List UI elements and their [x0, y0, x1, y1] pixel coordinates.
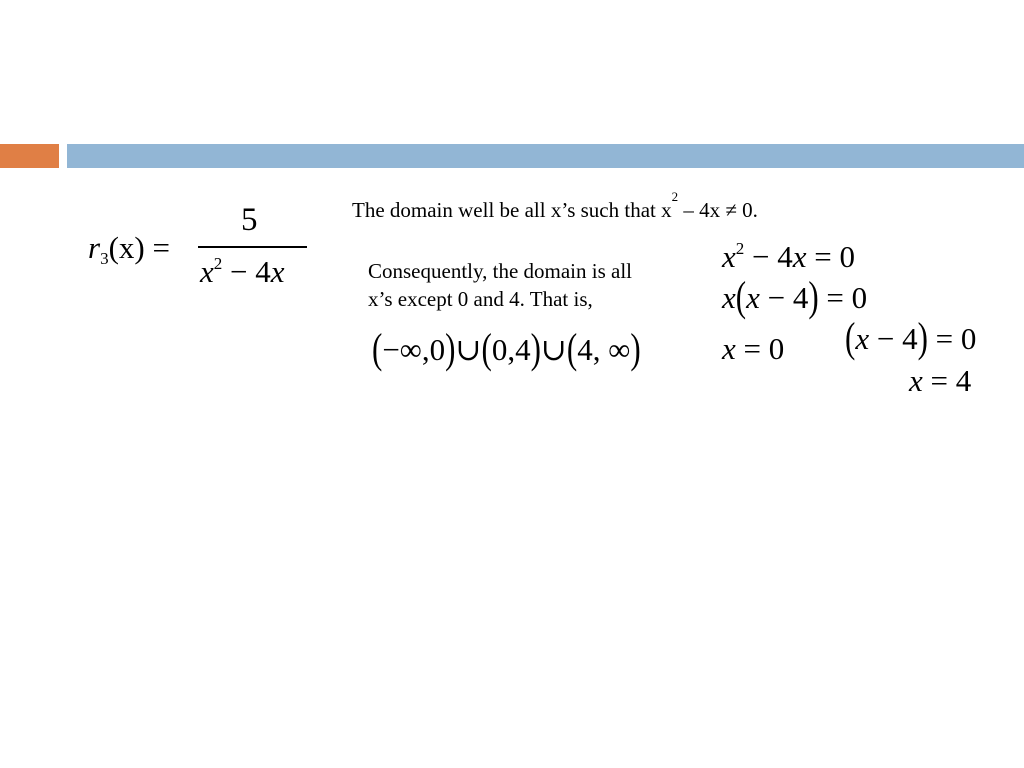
function-name: r	[88, 230, 101, 265]
interval-part-2: 0,4	[491, 332, 531, 367]
denominator-exponent: 2	[213, 254, 223, 274]
eq1-var: x	[722, 239, 736, 274]
equation-step-2: x(x − 4) = 0	[722, 272, 868, 321]
interval-part-3: 4, ∞	[577, 332, 631, 367]
fraction-numerator: 5	[241, 202, 258, 238]
equation-step-1	[722, 241, 855, 272]
eq4-end: = 0	[927, 321, 977, 356]
eq5-var: x	[909, 363, 923, 398]
accent-bar-orange	[0, 144, 59, 168]
eq3-var: x	[722, 331, 736, 366]
interval-part-1: −∞,0	[382, 332, 446, 367]
eq2-inner: − 4	[759, 280, 809, 315]
function-subscript: 3	[100, 248, 109, 268]
union-symbol-2: ∪	[540, 332, 567, 367]
domain-note-text: The domain well be all x’s such that x	[352, 198, 672, 222]
eq2-inner-var: x	[746, 280, 760, 315]
union-symbol-1: ∪	[455, 332, 482, 367]
eq4-var: x	[855, 321, 870, 356]
denominator-var: x	[270, 254, 285, 289]
domain-note-exponent: 2	[671, 189, 679, 204]
function-lhs	[88, 230, 170, 268]
fraction-bar	[198, 246, 307, 248]
eq1-var2: x	[792, 239, 807, 274]
equation-step-4: (x − 4) = 0	[845, 313, 977, 362]
equation-step-3	[722, 333, 784, 364]
conclusion-line-2: x’s except 0 and 4. That is,	[368, 287, 593, 311]
eq2-end: = 0	[818, 280, 868, 315]
eq4-inner: − 4	[869, 321, 918, 356]
eq5-end: = 4	[922, 363, 972, 398]
domain-note	[352, 189, 758, 223]
eq3-end: = 0	[735, 331, 785, 366]
eq1-rest: − 4	[744, 239, 793, 274]
denominator-base: x	[200, 254, 214, 289]
domain-note-end: – 4x ≠ 0.	[678, 198, 758, 222]
conclusion-text	[368, 257, 632, 313]
function-arg: (x)	[108, 230, 145, 265]
denominator-rest: − 4	[222, 254, 271, 289]
accent-bar-blue	[67, 144, 1024, 168]
conclusion-line-1: Consequently, the domain is all	[368, 259, 633, 283]
function-equals: =	[152, 230, 170, 265]
eq1-exponent: 2	[735, 239, 745, 259]
equation-step-5	[909, 365, 971, 396]
interval-notation: (−∞,0)∪(0,4)∪(4, ∞)	[372, 324, 641, 373]
eq1-end: = 0	[806, 239, 856, 274]
eq2-var: x	[722, 280, 736, 315]
fraction-denominator	[200, 256, 285, 287]
